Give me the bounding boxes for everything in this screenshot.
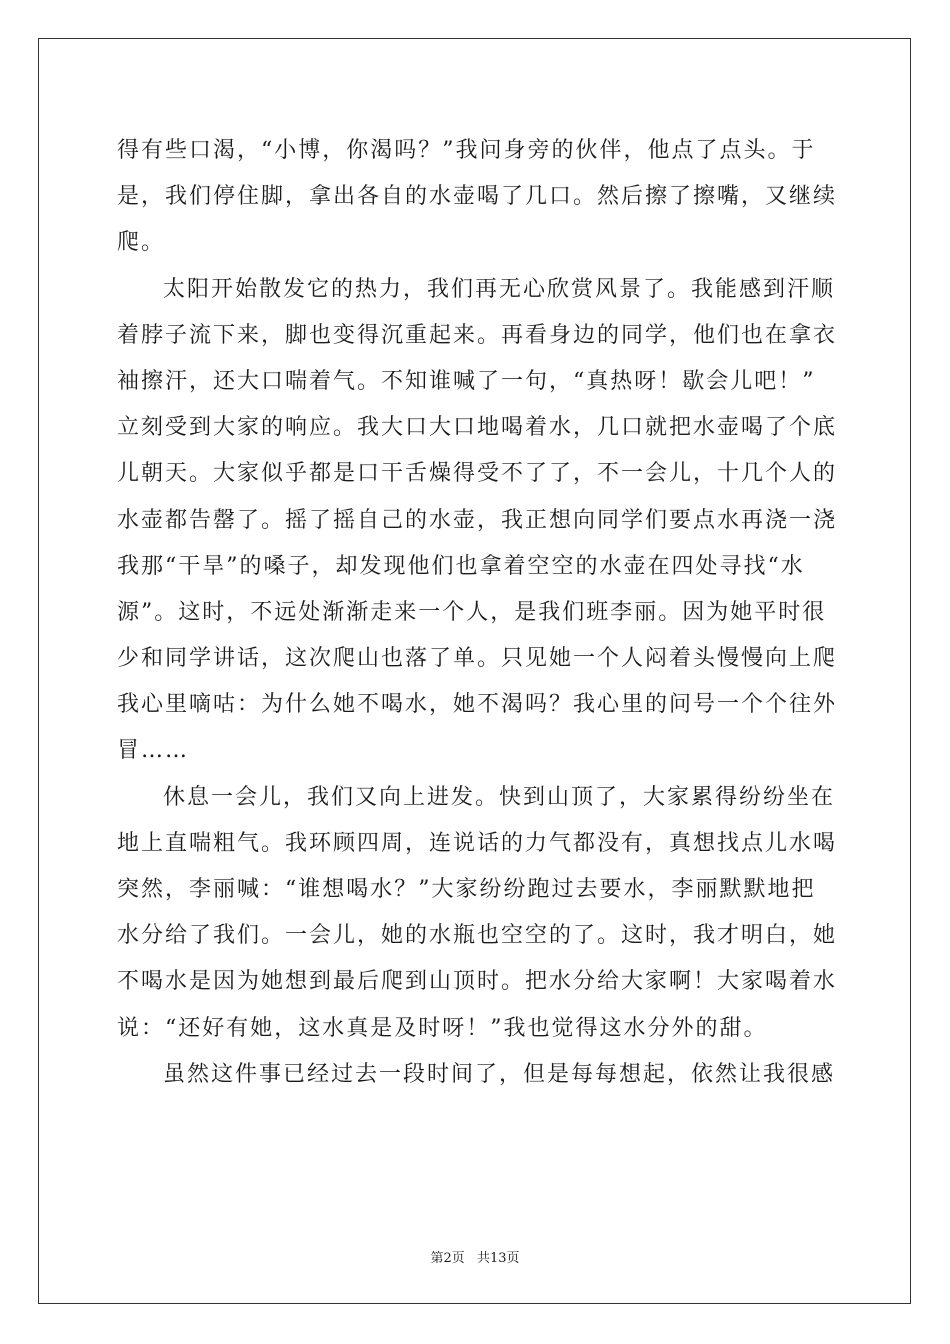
text-line: 得有些口渴，“小博，你渴吗？”我问身旁的伙伴，他点了点头。于 <box>117 138 816 163</box>
text-line: 立刻受到大家的响应。我大口大口地喝着水，几口就把水壶喝了个底 <box>117 415 838 441</box>
paragraph-start-line: 虽然这件事已经过去一段时间了，但是每每想起，依然让我很感 <box>163 1061 836 1087</box>
text-line: 少和同学讲话，这次爬山也落了单。只见她一个人闷着头慢慢向上爬 <box>117 646 838 672</box>
page-number: 第2页 <box>430 1251 465 1266</box>
text-line: 说：“还好有她，这水真是及时呀！”我也觉得这水分外的甜。 <box>117 1015 768 1041</box>
total-pages: 共13页 <box>476 1251 520 1266</box>
text-line: 我那“干旱”的嗓子，却发现他们也拿着空空的水壶在四处寻找“水 <box>117 553 805 579</box>
text-line: 地上直喘粗气。我环顾四周，连说话的力气都没有，真想找点儿水喝 <box>117 830 838 856</box>
text-line: 水壶都告罄了。摇了摇自己的水壶，我正想向同学们要点水再浇一浇 <box>117 507 838 533</box>
text-line: 突然，李丽喊：“谁想喝水？”大家纷纷跑过去要水，李丽默默地把 <box>117 877 816 902</box>
text-line: 水分给了我们。一会儿，她的水瓶也空空的了。这时，我才明白，她 <box>117 923 838 949</box>
text-line: 袖擦汗，还大口喘着气。不知谁喊了一句，“真热呀！歇会儿吧！” <box>117 368 816 394</box>
text-line: 冒…… <box>117 738 190 764</box>
text-line: 我心里嘀咕：为什么她不喝水，她不渴吗？我心里的问号一个个往外 <box>117 692 838 718</box>
text-line: 不喝水是因为她想到最后爬到山顶时。把水分给大家啊！大家喝着水 <box>117 969 838 995</box>
document-body <box>117 128 838 1098</box>
text-line: 爬。 <box>117 230 166 256</box>
text-line: 是，我们停住脚，拿出各自的水壶喝了几口。然后擦了擦嘴，又继续 <box>117 184 838 210</box>
paragraph-start-line: 太阳开始散发它的热力，我们再无心欣赏风景了。我能感到汗顺 <box>163 276 836 302</box>
text-line: 源”。这时，不远处渐渐走来一个人，是我们班李丽。因为她平时很 <box>117 599 827 625</box>
text-line: 儿朝天。大家似乎都是口干舌燥得受不了了，不一会儿，十几个人的 <box>117 461 838 487</box>
text-line: 着脖子流下来，脚也变得沉重起来。再看身边的同学，他们也在拿衣 <box>117 322 838 348</box>
paragraph-start-line: 休息一会儿，我们又向上进发。快到山顶了，大家累得纷纷坐在 <box>163 784 836 810</box>
page-footer <box>0 1247 950 1266</box>
